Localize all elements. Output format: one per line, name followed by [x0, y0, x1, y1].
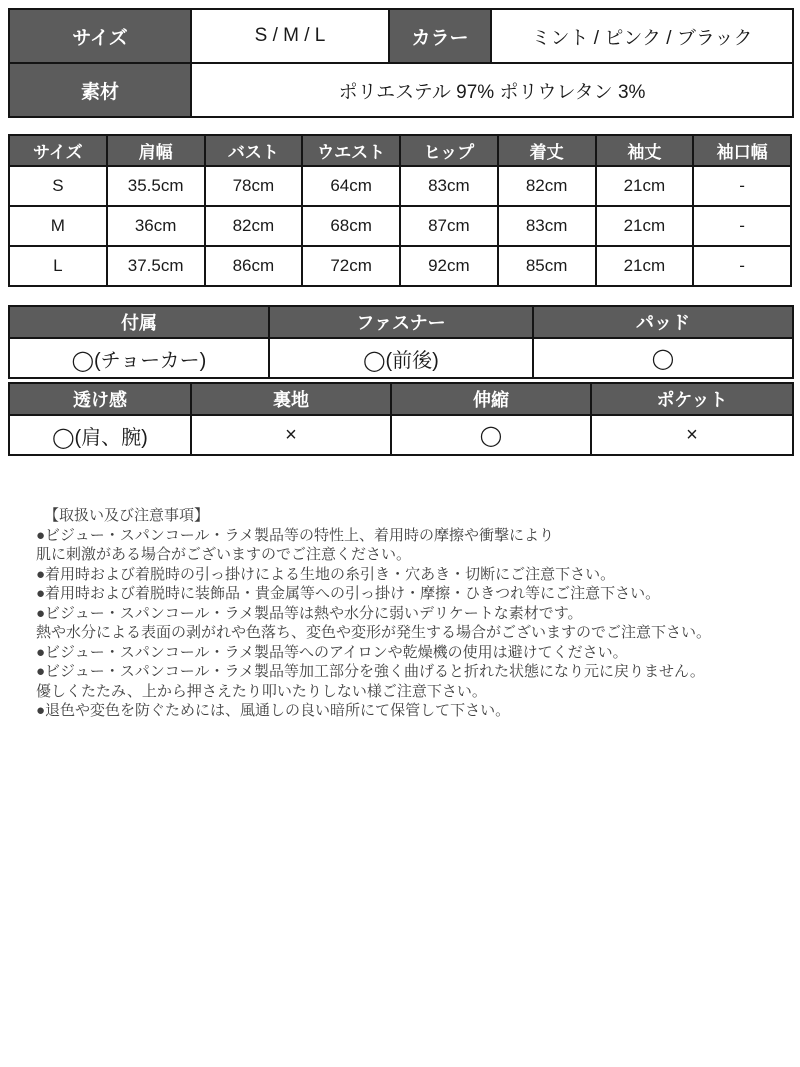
cell: 72cm [302, 246, 400, 286]
product-info-table [8, 8, 794, 118]
column-header-stretch: 伸縮 [391, 383, 591, 415]
stretch-value: ◯ [391, 415, 591, 455]
table-row [9, 206, 791, 246]
cell: 92cm [400, 246, 498, 286]
column-header-hip: ヒップ [400, 135, 498, 166]
size-chart-header-row [9, 135, 791, 166]
size-header: サイズ [9, 9, 191, 63]
cell: - [693, 206, 791, 246]
size-value: S / M / L [191, 9, 389, 63]
sheerness-value: ◯(肩、腕) [9, 415, 191, 455]
care-notes-title: 【取扱い及び注意事項】 [44, 507, 210, 524]
column-header-lining: 裏地 [191, 383, 391, 415]
table-row [9, 306, 793, 338]
cell: 78cm [205, 166, 303, 206]
cell: L [9, 246, 107, 286]
cell: 82cm [205, 206, 303, 246]
cell: M [9, 206, 107, 246]
color-header: カラー [389, 9, 491, 63]
cell: 68cm [302, 206, 400, 246]
care-note-line: 肌に刺激がある場合がございますのでご注意ください。 [36, 546, 412, 563]
size-chart-table [8, 134, 792, 287]
fastener-value: ◯(前後) [269, 338, 533, 378]
column-header-pad: パッド [533, 306, 793, 338]
cell: 85cm [498, 246, 596, 286]
care-notes [8, 506, 800, 721]
column-header-fastener: ファスナー [269, 306, 533, 338]
care-note-line: ●ビジュー・スパンコール・ラメ製品等加工部分を強く曲げると折れた状態になり元に戻りません。 [36, 663, 705, 680]
column-header-bust: バスト [205, 135, 303, 166]
cell: S [9, 166, 107, 206]
color-value: ミント / ピンク / ブラック [491, 9, 793, 63]
cell: 64cm [302, 166, 400, 206]
care-note-line: ●ビジュー・スパンコール・ラメ製品等の特性上、着用時の摩擦や衝撃により [36, 526, 555, 544]
care-note-line: ●退色や変色を防ぐためには、風通しの良い暗所にて保管して下さい。 [36, 702, 511, 719]
care-note-line: ●着用時および着脱時に装飾品・貴金属等への引っ掛け・摩擦・ひきつれ等にご注意下さい。 [36, 585, 661, 602]
table-row [9, 415, 793, 455]
cell: - [693, 246, 791, 286]
cell: 86cm [205, 246, 303, 286]
cell: 21cm [596, 246, 694, 286]
care-note-line: ●着用時および着脱時の引っ掛けによる生地の糸引き・穴あき・切断にご注意下さい。 [36, 565, 616, 583]
column-header-shoulder: 肩幅 [107, 135, 205, 166]
accessory-value: ◯(チョーカー) [9, 338, 269, 378]
cell: 37.5cm [107, 246, 205, 286]
cell: - [693, 166, 791, 206]
column-header-length: 着丈 [498, 135, 596, 166]
cell: 36cm [107, 206, 205, 246]
table-row [9, 246, 791, 286]
material-value: ポリエステル 97% ポリウレタン 3% [191, 63, 793, 117]
cell: 83cm [498, 206, 596, 246]
table-row [9, 63, 793, 117]
column-header-cuff: 袖口幅 [693, 135, 791, 166]
column-header-waist: ウエスト [302, 135, 400, 166]
care-note-line: 熱や水分による表面の剥がれや色落ち、変色や変形が発生する場合がございますのでご注意下さい。 [36, 624, 712, 641]
cell: 35.5cm [107, 166, 205, 206]
table-row [9, 383, 793, 415]
care-note-line: 優しくたたみ、上から押さえたり叩いたりしない様ご注意下さい。 [36, 682, 487, 700]
column-header-accessory: 付属 [9, 306, 269, 338]
column-header-pocket: ポケット [591, 383, 793, 415]
care-note-line: ●ビジュー・スパンコール・ラメ製品等は熱や水分に弱いデリケートな素材です。 [36, 604, 583, 622]
table-row [9, 166, 791, 206]
table-row [9, 9, 793, 63]
column-header-sheerness: 透け感 [9, 383, 191, 415]
features-table-b [8, 382, 794, 456]
cell: 87cm [400, 206, 498, 246]
lining-value: × [191, 415, 391, 455]
material-header: 素材 [9, 63, 191, 117]
column-header-size: サイズ [9, 135, 107, 166]
cell: 83cm [400, 166, 498, 206]
cell: 21cm [596, 166, 694, 206]
care-note-line: ●ビジュー・スパンコール・ラメ製品等へのアイロンや乾燥機の使用は避けてください。 [36, 643, 628, 661]
cell: 82cm [498, 166, 596, 206]
table-row [9, 338, 793, 378]
cell: 21cm [596, 206, 694, 246]
pocket-value: × [591, 415, 793, 455]
pad-value: ◯ [533, 338, 793, 378]
column-header-sleeve: 袖丈 [596, 135, 694, 166]
features-table-a [8, 305, 794, 379]
